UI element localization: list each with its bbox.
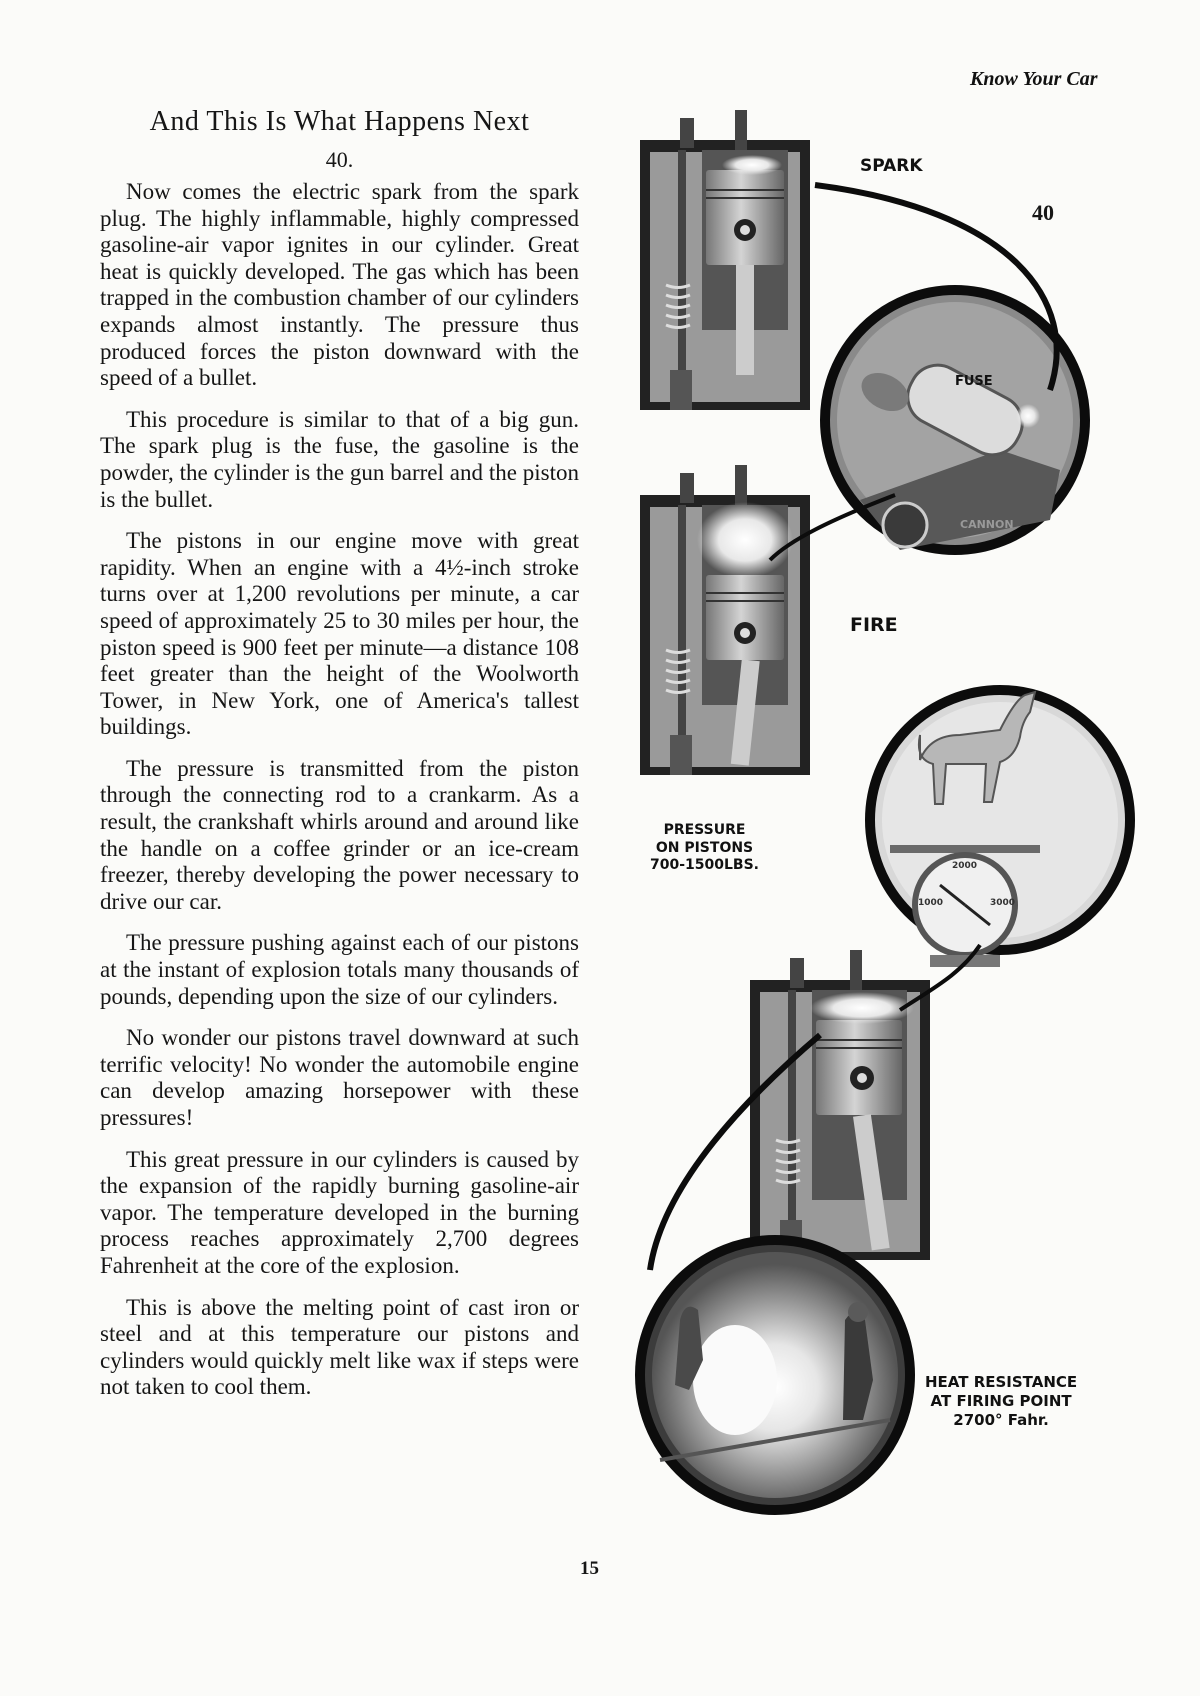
paragraph: This great pressure in our cylinders is caused by the expansion of the rapidly burning gasoline-air vapor. The temperature developed in the burning process reaches approximately 2,700 degrees Fahrenheit at the core of the explosion. <box>100 1146 579 1278</box>
heat-caption-line: AT FIRING POINT <box>930 1391 1072 1410</box>
gauge-1000-label: 1000 <box>918 898 944 908</box>
pressure-inset <box>870 690 1130 967</box>
paragraph: This procedure is similar to that of a big gun. The spark plug is the fuse, the gasoline is the powder, the cylinder is the gun barrel and the piston is the bullet. <box>100 406 579 512</box>
page-number: 15 <box>580 1558 599 1579</box>
paragraph: The pressure is transmitted from the piston through the connecting rod to a crankarm. As a result, the crankshaft whirls around and around like the handle on a coffee grinder or an ice-cream freezer, thereby developing the power necessary to drive our car. <box>100 755 579 914</box>
section-number: 40. <box>325 147 354 172</box>
cylinder-fire <box>640 465 810 775</box>
cylinder-spark <box>640 110 810 410</box>
cannon-label: CANNON <box>960 518 1014 531</box>
gauge-2000-label: 2000 <box>952 861 978 871</box>
heat-caption-line: 2700° Fahr. <box>953 1410 1049 1429</box>
pressure-caption-line: ON PISTONS <box>655 839 754 856</box>
paragraph: The pistons in our engine move with great rapidity. When an engine with a 4½-inch stroke turns over at 1,200 revolutions per minute, a car speed of approximately 25 to 30 miles per hour, the piston speed is 900 feet per minute—a distance 108 feet greater than the height of the Woolworth Tower, in New York, one of America's tallest buildings. <box>100 528 579 740</box>
cannon-inset <box>825 290 1085 550</box>
running-head: Know Your Car <box>970 68 1098 90</box>
pressure-caption-line: 700-1500LBS. <box>650 857 759 873</box>
paragraph: This is above the melting point of cast iron or steel and at this temperature our pistons and cylinders would quickly melt like wax if steps were not taken to cool them. <box>100 1294 579 1400</box>
pressure-caption-line: PRESSURE <box>663 822 746 838</box>
heat-caption-line: HEAT RESISTANCE <box>925 1373 1078 1391</box>
paragraph: The pressure pushing against each of our pistons at the instant of explosion totals many thousands of pounds, depending upon the size of our cylinders. <box>100 930 579 1009</box>
heat-caption <box>925 1373 1077 1429</box>
gauge-3000-label: 3000 <box>990 898 1016 908</box>
foundry-inset <box>640 1240 910 1510</box>
figure-number: 40 <box>1032 200 1054 225</box>
fuse-label: FUSE <box>955 374 993 389</box>
pressure-caption <box>650 822 759 875</box>
fire-caption: FIRE <box>850 614 898 636</box>
paragraph: Now comes the electric spark from the spark plug. The highly inflammable, highly compressed gasoline-air vapor ignites in our cylinder. Great heat is quickly developed. The gas which has been trapped in the combustion chamber of our cylinders expands almost instantly. The pressure thus produced forces the piston downward with the speed of a bullet. <box>100 179 579 391</box>
paragraph: No wonder our pistons travel downward at such terrific velocity! No wonder the automobile engine can develop amazing horsepower with these pressures! <box>100 1025 579 1130</box>
page-title: And This Is What Happens Next <box>149 106 530 137</box>
cylinder-pressure <box>750 950 930 1260</box>
spark-caption: SPARK <box>860 156 923 176</box>
